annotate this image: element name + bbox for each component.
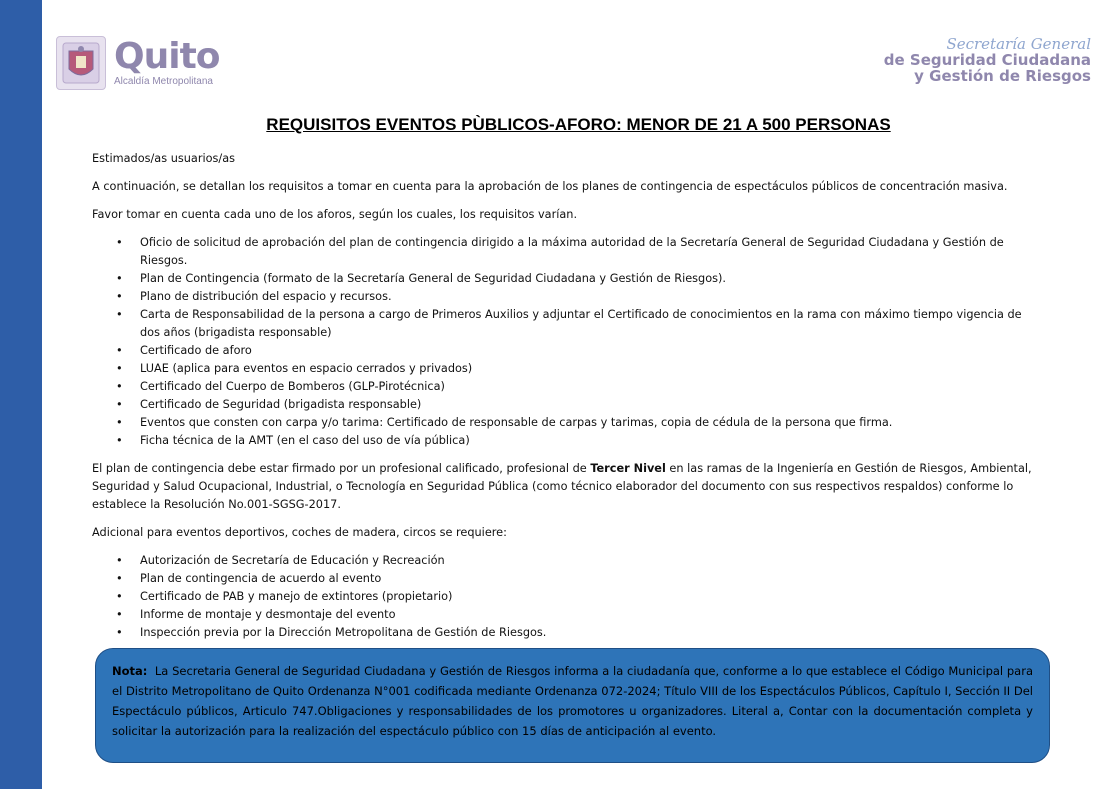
list-item: • Eventos que consten con carpa y/o tarima: Certificado de responsable de carpas y tarimas, copia de cédula de la persona que firma. bbox=[116, 416, 893, 429]
list-item: • Informe de montaje y desmontaje del evento bbox=[116, 608, 396, 621]
list-item: • Certificado de Seguridad (brigadista responsable) bbox=[116, 398, 422, 411]
quito-subtitle: Alcaldía Metropolitana bbox=[114, 75, 213, 87]
intro-paragraph: A continuación, se detallan los requisitos a tomar en cuenta para la aprobación de los planes de contingencia de espectáculos públicos de concentración masiva. bbox=[92, 180, 1008, 193]
secretaria-line1: de Seguridad Ciudadana bbox=[883, 51, 1091, 69]
list-item: • Plan de contingencia de acuerdo al evento bbox=[116, 572, 382, 585]
tercer-nivel-bold: Tercer Nivel bbox=[590, 462, 666, 475]
list-item: • Carta de Responsabilidad de la persona a cargo de Primeros Auxilios y adjuntar el Certificado de conocimientos en la rama con máximo tiempo vigencia de dos años (brigadista responsable) bbox=[116, 308, 1022, 339]
list-item: • Inspección previa por la Dirección Metropolitana de Gestión de Riesgos. bbox=[116, 626, 547, 639]
side-accent-bar bbox=[0, 0, 42, 789]
note-box bbox=[95, 648, 1050, 763]
additional-list bbox=[92, 552, 1032, 642]
list-item: • Plano de distribución del espacio y recursos. bbox=[116, 290, 392, 303]
list-item: • Certificado del Cuerpo de Bomberos (GLP-Pirotécnica) bbox=[116, 380, 445, 393]
quito-wordmark: Quito bbox=[114, 35, 220, 77]
list-item: • LUAE (aplica para eventos en espacio cerrados y privados) bbox=[116, 362, 473, 375]
requirements-list bbox=[92, 234, 1032, 450]
quito-seal-icon bbox=[56, 36, 106, 90]
note-text: La Secretaria General de Seguridad Ciudadana y Gestión de Riesgos informa a la ciudadanía que, conforme a lo que establece el Código Municipal para el Distrito Metropolitano de Quito Ordenanza N°001 codificada mediante Ordenanza 072-2024; Título VIII de los Espectáculos Públicos, Capítulo I, Sección II Del Espectáculo públicos, Articulo 747.Obligaciones y responsabilidades de los promotores u organizadores. Literal a, Contar con la documentación completa y solicitar la autorización para la realización del espectáculo público con 15 días de anticipación al evento. bbox=[112, 664, 1033, 738]
note-label: Nota: bbox=[112, 664, 148, 678]
additional-heading: Adicional para eventos deportivos, coches de madera, circos se requiere: bbox=[92, 526, 507, 539]
quito-logo bbox=[56, 35, 220, 90]
plan-paragraph: El plan de contingencia debe estar firmado por un profesional calificado, profesional de Tercer Nivel en las ramas de la Ingeniería en Gestión de Riesgos, Ambiental, Seguridad y Salud Ocupacional, Industrial, o Tecnología en Seguridad Pública (como técnico elaborador del documento con sus respectivos respaldos) conforme lo establece la Resolución No.001-SGSG-2017. bbox=[92, 462, 1032, 511]
list-item: • Ficha técnica de la AMT (en el caso del uso de vía pública) bbox=[116, 434, 470, 447]
secretaria-line2: y Gestión de Riesgos bbox=[914, 67, 1091, 85]
list-item: • Certificado de aforo bbox=[116, 344, 252, 357]
document-body bbox=[92, 150, 1032, 652]
list-item: • Oficio de solicitud de aprobación del plan de contingencia dirigido a la máxima autoridad de la Secretaría General de Seguridad Ciudadana y Gestión de Riesgos. bbox=[116, 236, 1004, 267]
secretaria-logo bbox=[884, 37, 1091, 84]
list-item: • Certificado de PAB y manejo de extintores (propietario) bbox=[116, 590, 453, 603]
list-item: • Plan de Contingencia (formato de la Secretaría General de Seguridad Ciudadana y Gestión de Riesgos). bbox=[116, 272, 727, 285]
document-title: REQUISITOS EVENTOS PÙBLICOS-AFORO: MENOR DE 21 A 500 PERSONAS bbox=[266, 115, 891, 134]
greeting: Estimados/as usuarios/as bbox=[92, 152, 236, 165]
aforo-note: Favor tomar en cuenta cada uno de los aforos, según los cuales, los requisitos varían. bbox=[92, 208, 578, 221]
secretaria-script: Secretaría General bbox=[946, 35, 1091, 53]
list-item: • Autorización de Secretaría de Educación y Recreación bbox=[116, 554, 445, 567]
